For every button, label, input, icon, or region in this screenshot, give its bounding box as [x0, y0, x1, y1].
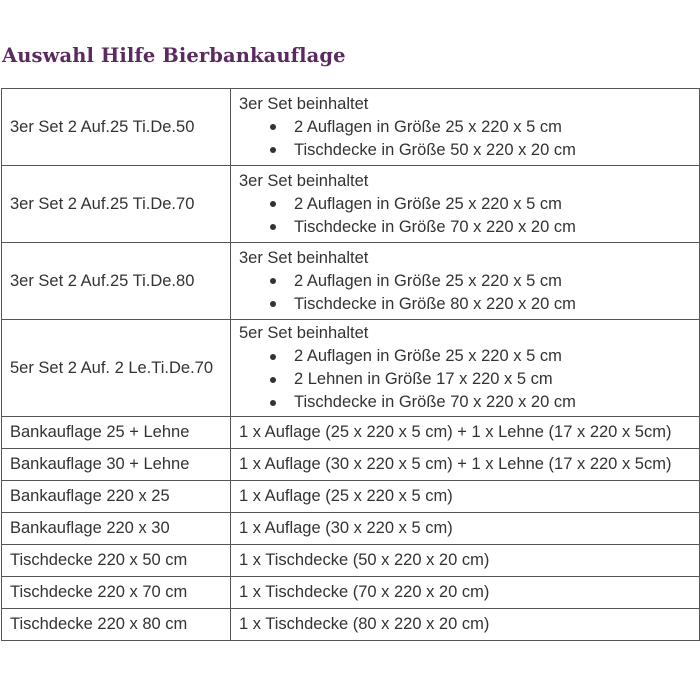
set-items-list — [239, 116, 691, 162]
bullet-icon — [270, 201, 276, 207]
bullet-icon — [270, 147, 276, 153]
bullet-icon — [270, 224, 276, 230]
bullet-icon — [270, 400, 276, 406]
table-row — [2, 449, 700, 481]
list-item-text: 2 Auflagen in Größe 25 x 220 x 5 cm — [294, 347, 562, 365]
product-description-cell: 1 x Auflage (30 x 220 x 5 cm) + 1 x Lehne (17 x 220 x 5cm) — [231, 449, 700, 481]
list-item-text: 2 Auflagen in Größe 25 x 220 x 5 cm — [294, 271, 562, 290]
list-item-text: Tischdecke in Größe 50 x 220 x 20 cm — [294, 140, 576, 159]
list-item — [268, 116, 691, 139]
product-description-cell: 1 x Auflage (30 x 220 x 5 cm) — [231, 513, 700, 545]
product-name-cell: 3er Set 2 Auf.25 Ti.De.70 — [2, 166, 231, 243]
product-name-cell: 5er Set 2 Auf. 2 Le.Ti.De.70 — [2, 320, 231, 417]
product-name-cell: Bankauflage 30 + Lehne — [2, 449, 231, 481]
product-description-cell: 1 x Tischdecke (80 x 220 x 20 cm) — [231, 609, 700, 641]
product-name-cell: Bankauflage 220 x 30 — [2, 513, 231, 545]
set-items-list — [239, 345, 691, 414]
product-description-cell: 1 x Auflage (25 x 220 x 5 cm) — [231, 481, 700, 513]
product-description-cell — [231, 89, 700, 166]
bullet-icon — [270, 278, 276, 284]
product-name-cell: Bankauflage 220 x 25 — [2, 481, 231, 513]
product-name-cell: Tischdecke 220 x 80 cm — [2, 609, 231, 641]
product-name-cell: Tischdecke 220 x 50 cm — [2, 545, 231, 577]
product-name-cell: Tischdecke 220 x 70 cm — [2, 577, 231, 609]
bullet-icon — [270, 377, 276, 383]
table-row — [2, 320, 700, 417]
list-item-text: 2 Lehnen in Größe 17 x 220 x 5 cm — [294, 370, 553, 388]
table-row — [2, 513, 700, 545]
list-item — [268, 139, 691, 162]
table-row — [2, 609, 700, 641]
list-item-text: 2 Auflagen in Größe 25 x 220 x 5 cm — [294, 117, 562, 136]
table-row — [2, 243, 700, 320]
product-name-cell: 3er Set 2 Auf.25 Ti.De.50 — [2, 89, 231, 166]
set-items-list — [239, 270, 691, 316]
product-description-cell: 1 x Tischdecke (50 x 220 x 20 cm) — [231, 545, 700, 577]
list-item-text: Tischdecke in Größe 70 x 220 x 20 cm — [294, 217, 576, 236]
table-row — [2, 417, 700, 449]
product-description-cell: 1 x Auflage (25 x 220 x 5 cm) + 1 x Lehne (17 x 220 x 5cm) — [231, 417, 700, 449]
table-row — [2, 577, 700, 609]
set-items-list — [239, 193, 691, 239]
product-description-cell: 1 x Tischdecke (70 x 220 x 20 cm) — [231, 577, 700, 609]
product-description-cell — [231, 243, 700, 320]
table-row — [2, 166, 700, 243]
product-name-cell: 3er Set 2 Auf.25 Ti.De.80 — [2, 243, 231, 320]
list-item-text: Tischdecke in Größe 80 x 220 x 20 cm — [294, 294, 576, 313]
list-item — [268, 193, 691, 216]
set-intro: 3er Set beinhaltet — [239, 171, 369, 190]
list-item-text: 2 Auflagen in Größe 25 x 220 x 5 cm — [294, 194, 562, 213]
set-intro: 3er Set beinhaltet — [239, 248, 369, 267]
set-intro: 5er Set beinhaltet — [239, 324, 369, 342]
table-row — [2, 545, 700, 577]
set-intro: 3er Set beinhaltet — [239, 94, 369, 113]
list-item — [268, 345, 691, 368]
product-table — [1, 88, 700, 641]
list-item — [268, 368, 691, 391]
table-row — [2, 89, 700, 166]
list-item — [268, 216, 691, 239]
page-title: Auswahl Hilfe Bierbankauflage — [2, 44, 346, 67]
product-description-cell — [231, 166, 700, 243]
bullet-icon — [270, 124, 276, 130]
table-row — [2, 481, 700, 513]
product-description-cell — [231, 320, 700, 417]
list-item — [268, 270, 691, 293]
list-item — [268, 293, 691, 316]
list-item-text: Tischdecke in Größe 70 x 220 x 20 cm — [294, 393, 576, 411]
product-name-cell: Bankauflage 25 + Lehne — [2, 417, 231, 449]
bullet-icon — [270, 354, 276, 360]
bullet-icon — [270, 301, 276, 307]
list-item — [268, 391, 691, 414]
